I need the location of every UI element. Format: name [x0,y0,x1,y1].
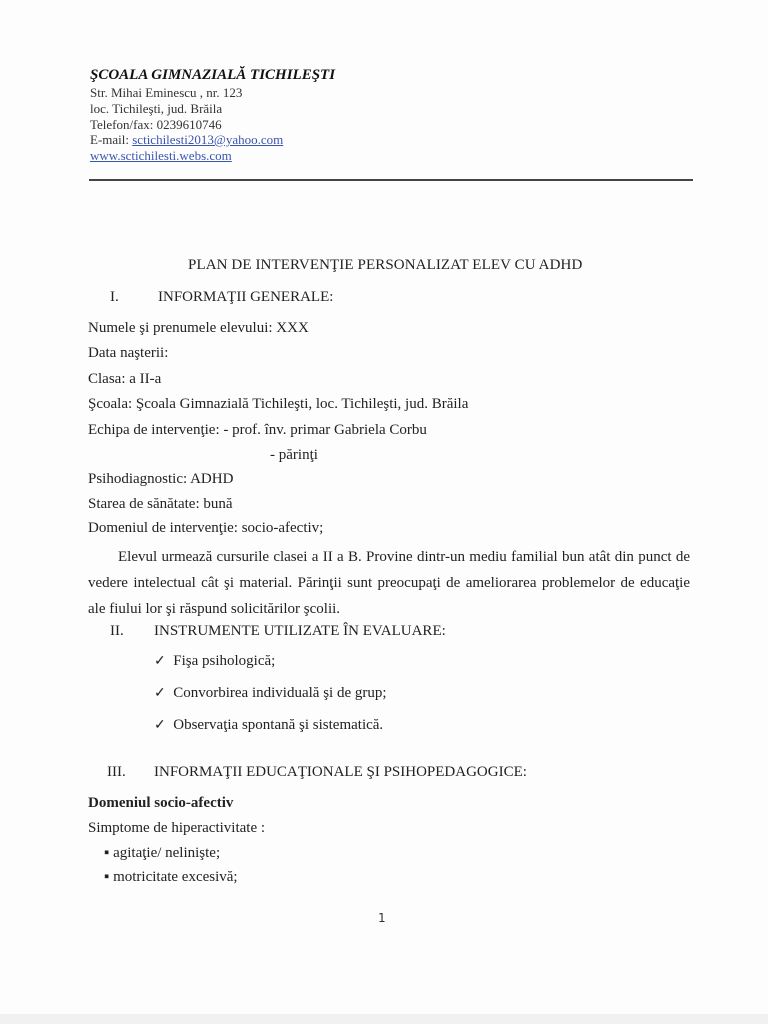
section-2-number: II. [110,623,124,639]
section-3-number: III. [107,764,126,780]
symptoms-label: Simptome de hiperactivitate : [88,820,266,836]
field-intervention-team-parents: - părinţi [270,447,318,463]
field-school: Şcoala: Şcoala Gimnazială Tichileşti, loc. Tichileşti, jud. Brăila [88,396,469,412]
field-student-name: Numele şi prenumele elevului: XXX [88,320,309,336]
field-psychodiagnostic: Psihodiagnostic: ADHD [88,471,234,487]
list-item [154,717,383,734]
list-item [104,845,220,862]
field-intervention-team: Echipa de intervenţie: - prof. înv. primar Gabriela Corbu [88,422,427,438]
list-item [154,653,275,670]
list-item-label: agitaţie/ nelinişte; [113,845,221,861]
section-1-title: INFORMAŢII GENERALE: [158,289,334,305]
checkmark-icon: ✓ [154,686,166,701]
email-link[interactable]: sctichilesti2013@yahoo.com [132,132,284,147]
email-label: E-mail: [90,132,129,147]
school-address: Str. Mihai Eminescu , nr. 123 [90,85,243,100]
school-website-line [90,148,232,164]
document-title: PLAN DE INTERVENŢIE PERSONALIZAT ELEV CU ADHD [188,257,583,273]
checkmark-icon: ✓ [154,718,166,733]
list-item [104,869,238,886]
header-divider [89,179,693,181]
section-2-title: INSTRUMENTE UTILIZATE ÎN EVALUARE: [154,623,446,639]
page-number: 1 [378,911,386,925]
field-health-status: Starea de sănătate: bună [88,496,233,512]
school-name: ŞCOALA GIMNAZIALĂ TICHILEŞTI [90,67,336,83]
list-item-label: motricitate excesivă; [113,869,238,885]
list-item-label: Observaţia spontană şi sistematică. [173,717,384,733]
school-phone: Telefon/fax: 0239610746 [90,117,222,132]
bullet-icon: ▪ [104,845,110,861]
field-intervention-domain: Domeniul de intervenţie: socio-afectiv; [88,520,324,536]
website-link[interactable]: www.sctichilesti.webs.com [90,148,232,163]
scan-bottom-edge [0,1014,768,1024]
checkmark-icon: ✓ [154,654,166,669]
school-email-line [90,132,283,148]
student-description-paragraph: Elevul urmează cursurile clasei a II a B. Provine dintr-un mediu familial bun atât din punct de vedere intelectual cât şi material. Părinţii sunt preocupaţi de ameliorarea problemelor de educaţie ale fiului lor şi răspund solicitărilor şcolii. [88,549,690,617]
section-1-number: I. [110,289,119,305]
list-item-label: Convorbirea individuală şi de grup; [173,685,387,701]
bullet-icon: ▪ [104,869,110,885]
field-birth-date: Data naşterii: [88,345,169,361]
school-locality: loc. Tichileşti, jud. Brăila [90,101,223,116]
section-3-title: INFORMAŢII EDUCAŢIONALE ŞI PSIHOPEDAGOGICE: [154,764,527,780]
list-item-label: Fişa psihologică; [173,653,276,669]
socio-affective-subheading: Domeniul socio-afectiv [88,795,234,811]
list-item [154,685,387,702]
field-class: Clasa: a II-a [88,371,162,387]
